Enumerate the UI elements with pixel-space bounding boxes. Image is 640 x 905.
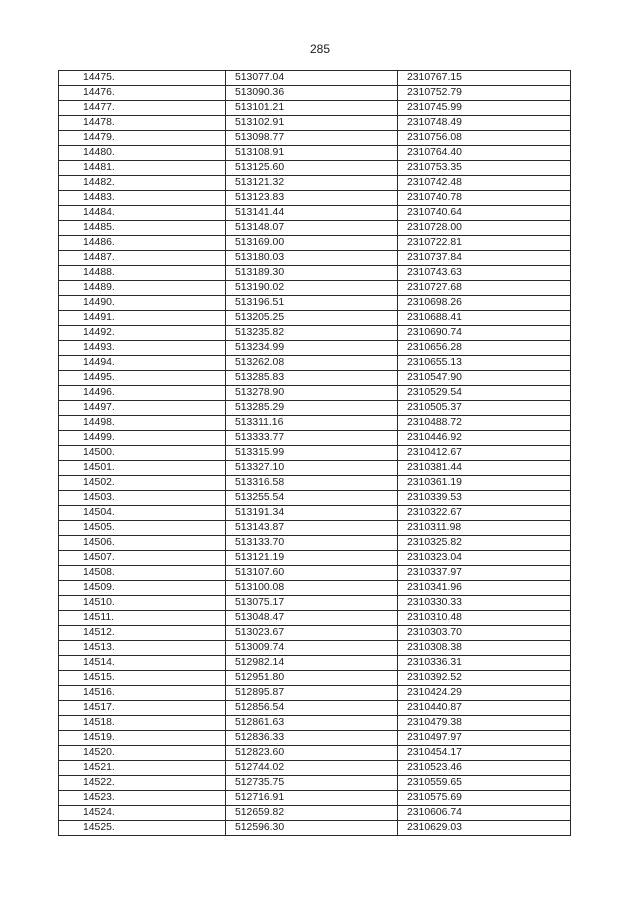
y-coordinate-cell: 2310559.65: [398, 776, 571, 791]
point-number-cell: 14487.: [59, 251, 226, 266]
table-row: [59, 491, 571, 506]
y-coordinate-cell: 2310337.97: [398, 566, 571, 581]
x-coordinate-cell: 513075.17: [226, 596, 398, 611]
y-coordinate-cell: 2310547.90: [398, 371, 571, 386]
x-coordinate-cell: 513107.60: [226, 566, 398, 581]
x-coordinate-cell: 513311.16: [226, 416, 398, 431]
x-coordinate-cell: 512836.33: [226, 731, 398, 746]
point-number-cell: 14479.: [59, 131, 226, 146]
x-coordinate-cell: 513196.51: [226, 296, 398, 311]
y-coordinate-cell: 2310575.69: [398, 791, 571, 806]
table-row: [59, 791, 571, 806]
y-coordinate-cell: 2310740.78: [398, 191, 571, 206]
point-number-cell: 14484.: [59, 206, 226, 221]
table-row: [59, 566, 571, 581]
x-coordinate-cell: 513235.82: [226, 326, 398, 341]
x-coordinate-cell: 513102.91: [226, 116, 398, 131]
point-number-cell: 14495.: [59, 371, 226, 386]
x-coordinate-cell: 512861.63: [226, 716, 398, 731]
x-coordinate-cell: 513101.21: [226, 101, 398, 116]
point-number-cell: 14485.: [59, 221, 226, 236]
table-row: [59, 521, 571, 536]
y-coordinate-cell: 2310323.04: [398, 551, 571, 566]
x-coordinate-cell: 513315.99: [226, 446, 398, 461]
point-number-cell: 14511.: [59, 611, 226, 626]
x-coordinate-cell: 513048.47: [226, 611, 398, 626]
table-row: [59, 86, 571, 101]
table-row: [59, 161, 571, 176]
table-row: [59, 476, 571, 491]
point-number-cell: 14496.: [59, 386, 226, 401]
point-number-cell: 14510.: [59, 596, 226, 611]
x-coordinate-cell: 513205.25: [226, 311, 398, 326]
x-coordinate-cell: 512596.30: [226, 821, 398, 836]
point-number-cell: 14507.: [59, 551, 226, 566]
table-row: [59, 281, 571, 296]
x-coordinate-cell: 512895.87: [226, 686, 398, 701]
x-coordinate-cell: 513333.77: [226, 431, 398, 446]
table-row: [59, 626, 571, 641]
y-coordinate-cell: 2310529.54: [398, 386, 571, 401]
point-number-cell: 14515.: [59, 671, 226, 686]
x-coordinate-cell: 512744.02: [226, 761, 398, 776]
x-coordinate-cell: 513191.34: [226, 506, 398, 521]
point-number-cell: 14475.: [59, 71, 226, 86]
y-coordinate-cell: 2310756.08: [398, 131, 571, 146]
y-coordinate-cell: 2310497.97: [398, 731, 571, 746]
y-coordinate-cell: 2310743.63: [398, 266, 571, 281]
point-number-cell: 14513.: [59, 641, 226, 656]
y-coordinate-cell: 2310748.49: [398, 116, 571, 131]
table-row: [59, 701, 571, 716]
y-coordinate-cell: 2310629.03: [398, 821, 571, 836]
table-row: [59, 341, 571, 356]
table-row: [59, 671, 571, 686]
x-coordinate-cell: 513125.60: [226, 161, 398, 176]
point-number-cell: 14518.: [59, 716, 226, 731]
y-coordinate-cell: 2310767.15: [398, 71, 571, 86]
y-coordinate-cell: 2310454.17: [398, 746, 571, 761]
x-coordinate-cell: 512716.91: [226, 791, 398, 806]
point-number-cell: 14503.: [59, 491, 226, 506]
x-coordinate-cell: 513316.58: [226, 476, 398, 491]
x-coordinate-cell: 513121.32: [226, 176, 398, 191]
point-number-cell: 14491.: [59, 311, 226, 326]
table-row: [59, 371, 571, 386]
point-number-cell: 14521.: [59, 761, 226, 776]
y-coordinate-cell: 2310310.48: [398, 611, 571, 626]
y-coordinate-cell: 2310446.92: [398, 431, 571, 446]
table-row: [59, 386, 571, 401]
table-row: [59, 131, 571, 146]
table-row: [59, 71, 571, 86]
point-number-cell: 14486.: [59, 236, 226, 251]
point-number-cell: 14514.: [59, 656, 226, 671]
table-row: [59, 431, 571, 446]
point-number-cell: 14478.: [59, 116, 226, 131]
y-coordinate-cell: 2310742.48: [398, 176, 571, 191]
point-number-cell: 14512.: [59, 626, 226, 641]
y-coordinate-cell: 2310311.98: [398, 521, 571, 536]
table-row: [59, 416, 571, 431]
x-coordinate-cell: 513077.04: [226, 71, 398, 86]
y-coordinate-cell: 2310764.40: [398, 146, 571, 161]
point-number-cell: 14509.: [59, 581, 226, 596]
table-row: [59, 596, 571, 611]
x-coordinate-cell: 513189.30: [226, 266, 398, 281]
table-row: [59, 266, 571, 281]
table-row: [59, 326, 571, 341]
y-coordinate-cell: 2310523.46: [398, 761, 571, 776]
x-coordinate-cell: 513255.54: [226, 491, 398, 506]
table-row: [59, 101, 571, 116]
point-number-cell: 14493.: [59, 341, 226, 356]
point-number-cell: 14508.: [59, 566, 226, 581]
y-coordinate-cell: 2310737.84: [398, 251, 571, 266]
y-coordinate-cell: 2310361.19: [398, 476, 571, 491]
point-number-cell: 14501.: [59, 461, 226, 476]
point-number-cell: 14488.: [59, 266, 226, 281]
x-coordinate-cell: 513262.08: [226, 356, 398, 371]
y-coordinate-cell: 2310339.53: [398, 491, 571, 506]
y-coordinate-cell: 2310488.72: [398, 416, 571, 431]
y-coordinate-cell: 2310740.64: [398, 206, 571, 221]
table-row: [59, 686, 571, 701]
x-coordinate-cell: 513121.19: [226, 551, 398, 566]
y-coordinate-cell: 2310728.00: [398, 221, 571, 236]
point-number-cell: 14524.: [59, 806, 226, 821]
table-row: [59, 236, 571, 251]
y-coordinate-cell: 2310505.37: [398, 401, 571, 416]
table-row: [59, 806, 571, 821]
x-coordinate-cell: 513327.10: [226, 461, 398, 476]
x-coordinate-cell: 513141.44: [226, 206, 398, 221]
table-row: [59, 761, 571, 776]
x-coordinate-cell: 512735.75: [226, 776, 398, 791]
x-coordinate-cell: 513023.67: [226, 626, 398, 641]
y-coordinate-cell: 2310322.67: [398, 506, 571, 521]
point-number-cell: 14502.: [59, 476, 226, 491]
x-coordinate-cell: 513285.83: [226, 371, 398, 386]
table-row: [59, 356, 571, 371]
y-coordinate-cell: 2310698.26: [398, 296, 571, 311]
table-row: [59, 296, 571, 311]
y-coordinate-cell: 2310727.68: [398, 281, 571, 296]
y-coordinate-cell: 2310303.70: [398, 626, 571, 641]
point-number-cell: 14477.: [59, 101, 226, 116]
table-row: [59, 116, 571, 131]
x-coordinate-cell: 513285.29: [226, 401, 398, 416]
point-number-cell: 14505.: [59, 521, 226, 536]
x-coordinate-cell: 513190.02: [226, 281, 398, 296]
x-coordinate-cell: 513108.91: [226, 146, 398, 161]
point-number-cell: 14525.: [59, 821, 226, 836]
point-number-cell: 14489.: [59, 281, 226, 296]
y-coordinate-cell: 2310722.81: [398, 236, 571, 251]
point-number-cell: 14482.: [59, 176, 226, 191]
table-row: [59, 401, 571, 416]
table-row: [59, 446, 571, 461]
point-number-cell: 14504.: [59, 506, 226, 521]
x-coordinate-cell: 513133.70: [226, 536, 398, 551]
table-row: [59, 611, 571, 626]
y-coordinate-cell: 2310341.96: [398, 581, 571, 596]
x-coordinate-cell: 513278.90: [226, 386, 398, 401]
y-coordinate-cell: 2310753.35: [398, 161, 571, 176]
x-coordinate-cell: 513098.77: [226, 131, 398, 146]
coordinates-table: [58, 70, 571, 836]
y-coordinate-cell: 2310330.33: [398, 596, 571, 611]
table-row: [59, 821, 571, 836]
point-number-cell: 14490.: [59, 296, 226, 311]
table-row: [59, 551, 571, 566]
point-number-cell: 14492.: [59, 326, 226, 341]
point-number-cell: 14517.: [59, 701, 226, 716]
y-coordinate-cell: 2310424.29: [398, 686, 571, 701]
table-row: [59, 461, 571, 476]
table-row: [59, 731, 571, 746]
point-number-cell: 14499.: [59, 431, 226, 446]
x-coordinate-cell: 512856.54: [226, 701, 398, 716]
x-coordinate-cell: 513009.74: [226, 641, 398, 656]
point-number-cell: 14516.: [59, 686, 226, 701]
y-coordinate-cell: 2310308.38: [398, 641, 571, 656]
y-coordinate-cell: 2310412.67: [398, 446, 571, 461]
point-number-cell: 14523.: [59, 791, 226, 806]
point-number-cell: 14494.: [59, 356, 226, 371]
table-row: [59, 146, 571, 161]
point-number-cell: 14519.: [59, 731, 226, 746]
point-number-cell: 14480.: [59, 146, 226, 161]
point-number-cell: 14481.: [59, 161, 226, 176]
x-coordinate-cell: 512951.80: [226, 671, 398, 686]
table-row: [59, 176, 571, 191]
y-coordinate-cell: 2310690.74: [398, 326, 571, 341]
y-coordinate-cell: 2310440.87: [398, 701, 571, 716]
coordinates-table-body: [59, 71, 571, 836]
y-coordinate-cell: 2310392.52: [398, 671, 571, 686]
table-row: [59, 656, 571, 671]
table-row: [59, 641, 571, 656]
x-coordinate-cell: 513180.03: [226, 251, 398, 266]
table-row: [59, 311, 571, 326]
table-row: [59, 746, 571, 761]
y-coordinate-cell: 2310655.13: [398, 356, 571, 371]
y-coordinate-cell: 2310381.44: [398, 461, 571, 476]
table-row: [59, 536, 571, 551]
point-number-cell: 14476.: [59, 86, 226, 101]
x-coordinate-cell: 513090.36: [226, 86, 398, 101]
point-number-cell: 14522.: [59, 776, 226, 791]
x-coordinate-cell: 513148.07: [226, 221, 398, 236]
table-row: [59, 776, 571, 791]
x-coordinate-cell: 513234.99: [226, 341, 398, 356]
table-row: [59, 206, 571, 221]
x-coordinate-cell: 513123.83: [226, 191, 398, 206]
y-coordinate-cell: 2310745.99: [398, 101, 571, 116]
x-coordinate-cell: 512982.14: [226, 656, 398, 671]
y-coordinate-cell: 2310606.74: [398, 806, 571, 821]
y-coordinate-cell: 2310752.79: [398, 86, 571, 101]
y-coordinate-cell: 2310656.28: [398, 341, 571, 356]
point-number-cell: 14520.: [59, 746, 226, 761]
table-row: [59, 506, 571, 521]
y-coordinate-cell: 2310688.41: [398, 311, 571, 326]
point-number-cell: 14497.: [59, 401, 226, 416]
x-coordinate-cell: 513143.87: [226, 521, 398, 536]
x-coordinate-cell: 512659.82: [226, 806, 398, 821]
point-number-cell: 14498.: [59, 416, 226, 431]
table-row: [59, 251, 571, 266]
table-row: [59, 191, 571, 206]
page-number: 285: [309, 42, 331, 56]
table-row: [59, 716, 571, 731]
point-number-cell: 14506.: [59, 536, 226, 551]
x-coordinate-cell: 513169.00: [226, 236, 398, 251]
y-coordinate-cell: 2310479.38: [398, 716, 571, 731]
point-number-cell: 14500.: [59, 446, 226, 461]
table-row: [59, 221, 571, 236]
x-coordinate-cell: 513100.08: [226, 581, 398, 596]
y-coordinate-cell: 2310325.82: [398, 536, 571, 551]
x-coordinate-cell: 512823.60: [226, 746, 398, 761]
point-number-cell: 14483.: [59, 191, 226, 206]
table-row: [59, 581, 571, 596]
y-coordinate-cell: 2310336.31: [398, 656, 571, 671]
